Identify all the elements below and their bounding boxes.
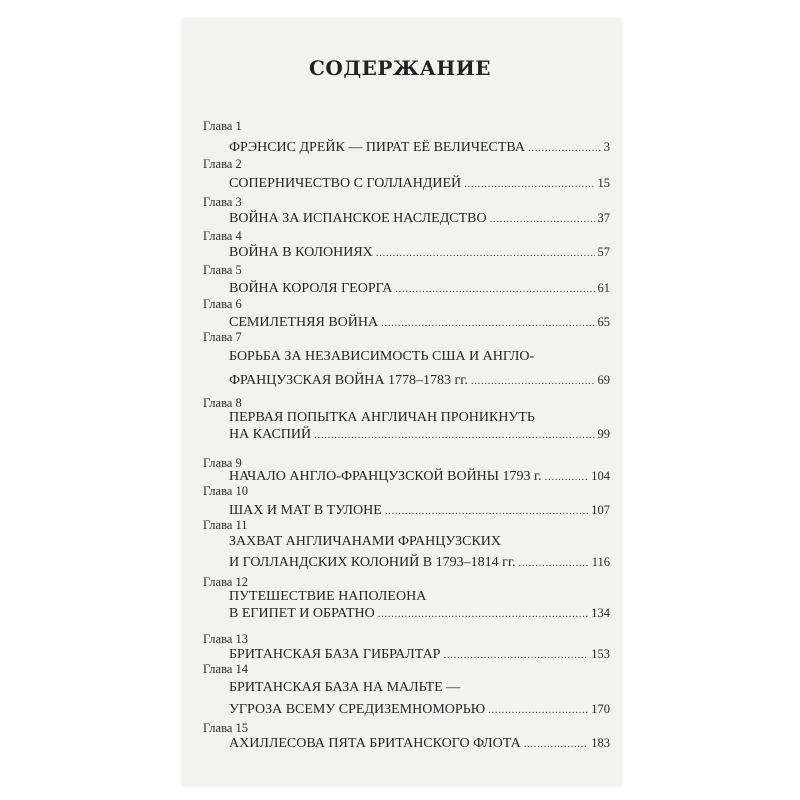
chapter-label: Глава 5 <box>203 263 242 277</box>
chapter-title: НА КАСПИЙ <box>229 427 312 442</box>
toc-entry[interactable] <box>229 606 610 622</box>
chapter-title: НАЧАЛО АНГЛО-ФРАНЦУЗСКОЙ ВОЙНЫ 1793 г. <box>229 469 542 484</box>
chapter-label: Глава 10 <box>203 484 248 498</box>
chapter-title: СЕМИЛЕТНЯЯ ВОЙНА <box>229 315 379 330</box>
toc-entry[interactable] <box>229 315 610 331</box>
dot-leader <box>471 375 595 387</box>
chapter-label: Глава 9 <box>203 456 242 470</box>
page-number: 183 <box>591 736 610 750</box>
chapter-title: АХИЛЛЕСОВА ПЯТА БРИТАНСКОГО ФЛОТА <box>229 736 521 751</box>
page-number: 134 <box>591 606 610 620</box>
toc-entry[interactable] <box>229 211 610 227</box>
chapter-title: БРИТАНСКАЯ БАЗА ГИБРАЛТАР <box>229 647 441 662</box>
page-number: 57 <box>597 245 610 259</box>
chapter-title: ФРАНЦУЗСКАЯ ВОЙНА 1778–1783 гг. <box>229 373 468 388</box>
chapter-label: Глава 7 <box>203 330 242 344</box>
chapter-title: ВОЙНА ЗА ИСПАНСКОЕ НАСЛЕДСТВО <box>229 211 487 226</box>
dot-leader <box>524 738 589 750</box>
dot-leader <box>378 608 589 620</box>
dot-leader <box>488 704 588 716</box>
toc-entry[interactable] <box>229 736 610 752</box>
chapter-title: И ГОЛЛАНДСКИХ КОЛОНИЙ В 1793–1814 гг. <box>229 555 516 570</box>
toc-entry[interactable] <box>229 469 610 485</box>
chapter-label: Глава 11 <box>203 518 248 532</box>
chapter-label: Глава 15 <box>203 721 248 735</box>
toc-entry[interactable] <box>229 680 460 696</box>
chapter-label: Глава 8 <box>203 396 242 410</box>
toc-entry[interactable] <box>229 589 426 605</box>
chapter-label: Глава 1 <box>203 119 242 133</box>
page-number: 37 <box>597 211 610 225</box>
chapter-title: ПЕРВАЯ ПОПЫТКА АНГЛИЧАН ПРОНИКНУТЬ <box>229 410 535 425</box>
chapter-title: СОПЕРНИЧЕСТВО С ГОЛЛАНДИЕЙ <box>229 176 462 191</box>
toc-entry[interactable] <box>229 427 610 443</box>
chapter-title: ПУТЕШЕСТВИЕ НАПОЛЕОНА <box>229 589 427 604</box>
page-number: 61 <box>597 281 610 295</box>
toc-entry[interactable] <box>229 555 610 571</box>
dot-leader <box>376 247 595 259</box>
toc-entry[interactable] <box>229 702 610 718</box>
dot-leader <box>443 649 588 661</box>
dot-leader <box>381 317 594 329</box>
page-number: 69 <box>597 373 610 387</box>
chapter-title: ЗАХВАТ АНГЛИЧАНАМИ ФРАНЦУЗСКИХ <box>229 534 502 549</box>
toc-entry[interactable] <box>229 373 610 389</box>
chapter-label: Глава 4 <box>203 229 242 243</box>
page-number: 15 <box>597 176 610 190</box>
chapter-label: Глава 13 <box>203 632 248 646</box>
page-number: 153 <box>591 647 610 661</box>
dot-leader <box>464 178 594 190</box>
toc-entry[interactable] <box>229 503 610 519</box>
dot-leader <box>385 505 588 517</box>
toc-entry[interactable] <box>229 647 610 663</box>
chapter-label: Глава 2 <box>203 157 242 171</box>
dot-leader <box>314 429 594 441</box>
chapter-label: Глава 12 <box>203 575 248 589</box>
toc-entry[interactable] <box>229 140 610 156</box>
chapter-title: ФРЭНСИС ДРЕЙК — ПИРАТ ЕЁ ВЕЛИЧЕСТВА <box>229 140 525 155</box>
page-number: 104 <box>591 469 610 483</box>
chapter-title: БРИТАНСКАЯ БАЗА НА МАЛЬТЕ — <box>229 680 461 695</box>
dot-leader <box>528 142 601 154</box>
page-number: 116 <box>591 555 610 569</box>
chapter-title: ШАХ И МАТ В ТУЛОНЕ <box>229 503 382 518</box>
dot-leader <box>519 557 589 569</box>
page-number: 170 <box>591 702 610 716</box>
chapter-title: УГРОЗА ВСЕМУ СРЕДИЗЕМНОМОРЬЮ <box>229 702 486 717</box>
page-number: 3 <box>603 140 610 154</box>
toc-entry[interactable] <box>229 349 534 365</box>
page-number: 107 <box>591 503 610 517</box>
toc-entry[interactable] <box>229 281 610 297</box>
chapter-label: Глава 14 <box>203 662 248 676</box>
chapter-title: ВОЙНА КОРОЛЯ ГЕОРГА <box>229 281 393 296</box>
toc-entry[interactable] <box>229 534 501 550</box>
page-title: СОДЕРЖАНИЕ <box>309 56 491 80</box>
chapter-label: Глава 3 <box>203 195 242 209</box>
dot-leader <box>490 213 595 225</box>
toc-entry[interactable] <box>229 176 610 192</box>
chapter-label: Глава 6 <box>203 297 242 311</box>
toc-entry[interactable] <box>229 410 535 426</box>
page-number: 65 <box>597 315 610 329</box>
chapter-title: ВОЙНА В КОЛОНИЯХ <box>229 245 373 260</box>
toc-entry[interactable] <box>229 245 610 261</box>
page-number: 99 <box>597 427 610 441</box>
chapter-title: В ЕГИПЕТ И ОБРАТНО <box>229 606 375 621</box>
chapter-title: БОРЬБА ЗА НЕЗАВИСИМОСТЬ США И АНГЛО- <box>229 349 535 364</box>
dot-leader <box>395 283 594 295</box>
dot-leader <box>545 471 589 483</box>
